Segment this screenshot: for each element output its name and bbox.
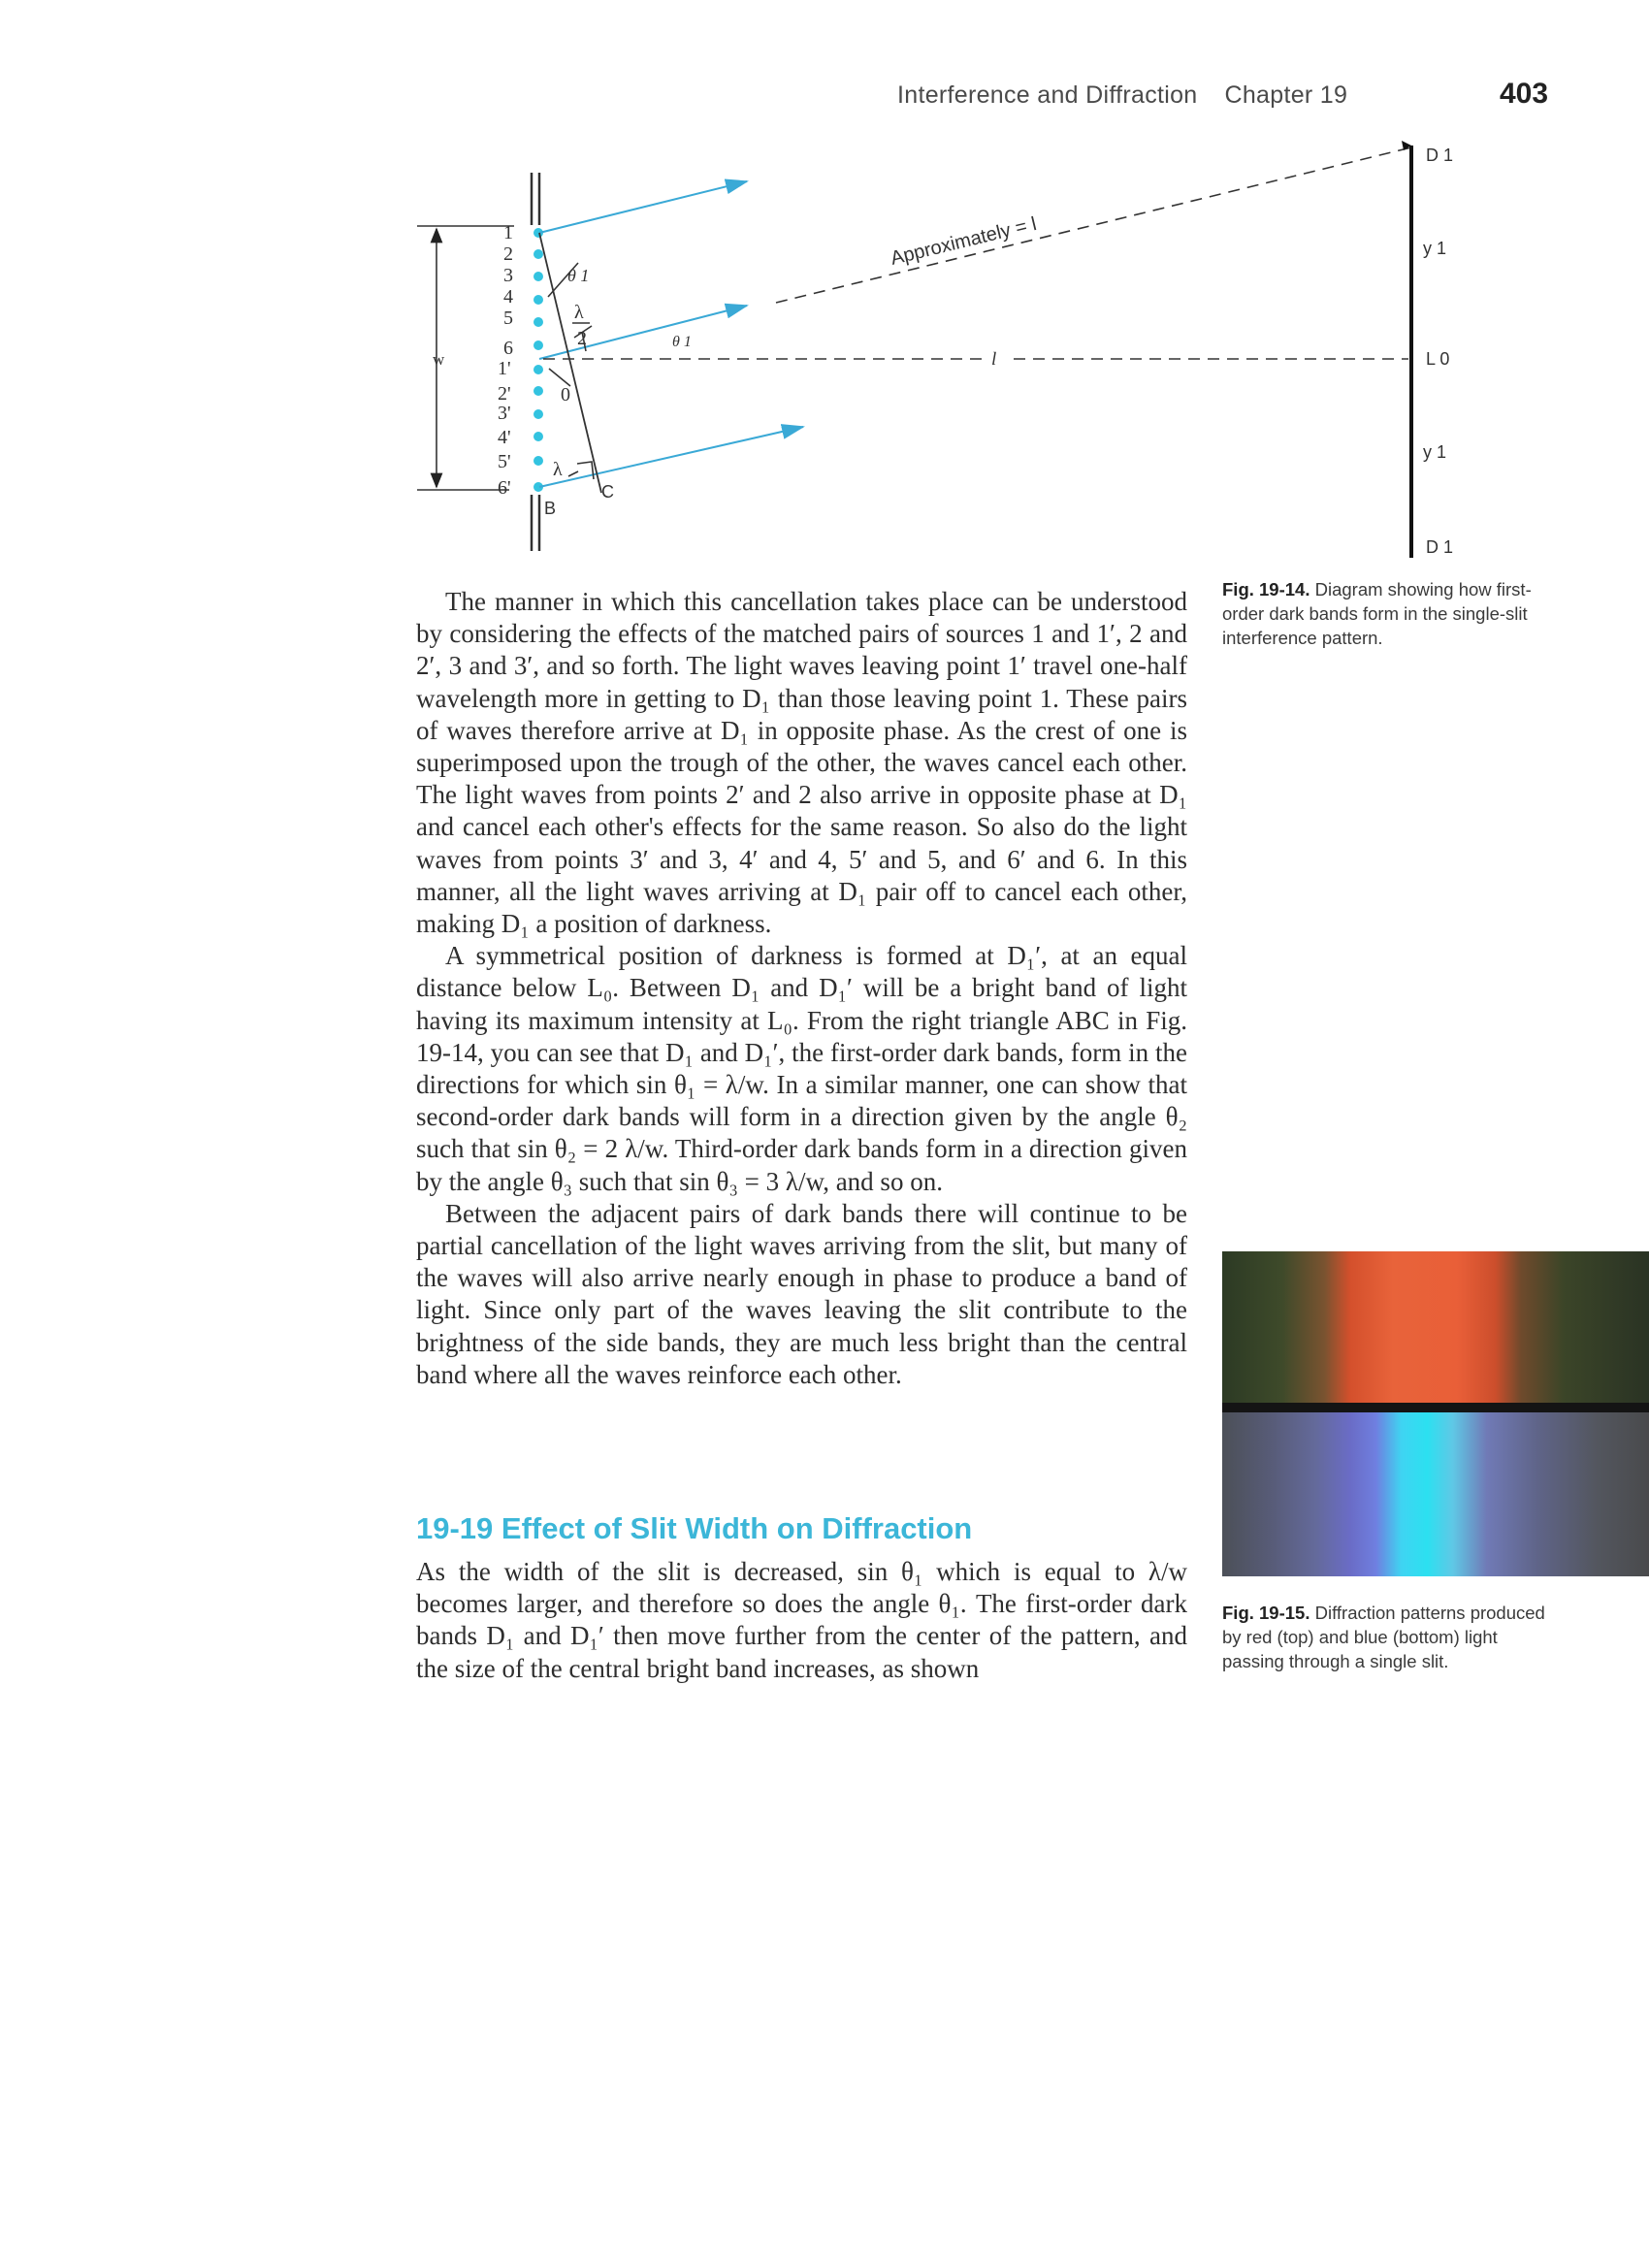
figure-19-14-caption: [1222, 577, 1552, 650]
running-title: Interference and Diffraction: [897, 81, 1198, 109]
source-dot-4: [534, 295, 543, 305]
figure-19-15-caption-text: Diffraction patterns produced by red (top) and blue (bottom) light passing through a single slit.: [1222, 1603, 1545, 1671]
l0-label: L 0: [1426, 349, 1450, 369]
red-diffraction-pattern: [1222, 1251, 1649, 1405]
y1-top-label: y 1: [1423, 239, 1447, 258]
source-dots: [534, 228, 543, 492]
source-label-6: 6: [503, 338, 513, 359]
point-c-label: C: [601, 482, 614, 502]
blue-diffraction-pattern: [1222, 1412, 1649, 1576]
source-dot-5: [534, 317, 543, 327]
source-dot-1p: [534, 365, 543, 374]
single-slit-diagram: [0, 0, 1649, 582]
paragraph-cancellation: The manner in which this cancellation takes place can be understood by considering the effects of the matched pairs of sources 1 and 1′, 2 and 2′, 3 and 3′, and so forth. The light waves leaving point 1′ travel one-half wavelength more in getting to D₁ than those leaving point 1. These pairs of waves therefore arrive at D₁ in opposite phase. As the crest of one is superimposed upon the trough of the other, the waves cancel each other. The light waves from points 2′ and 2 also arrive in opposite phase at D₁ and cancel each other's effects for the same reason. So also do the light waves from points 3′ and 3, 4′ and 4, 5′ and 5, and 6′ and 6. In this manner, all the light waves arriving at D₁ pair off to cancel each other, making D₁ a position of darkness.: [416, 587, 1187, 939]
ray-middle: [539, 306, 747, 359]
half-lambda-numerator: λ: [574, 302, 584, 323]
paragraph-side-bands: Between the adjacent pairs of dark bands there will continue to be partial cancellation of the light waves arriving from the slit, but many of the waves will also arrive nearly enough in phase to produce a band of light. Since only part of the waves leaving the slit contribute to the brightness of the side bands, they are much less bright than the central band where all the waves reinforce each other.: [416, 1198, 1187, 1389]
chapter-label: Chapter 19: [1224, 81, 1348, 109]
l-label: l: [991, 349, 997, 370]
source-label-6p: 6': [498, 477, 511, 499]
figure-19-15-caption: [1222, 1601, 1552, 1673]
source-dot-6: [534, 340, 543, 350]
body-text-lower: [416, 1556, 1187, 1685]
source-label-3p: 3': [498, 403, 511, 424]
ray-bottom: [539, 427, 803, 487]
source-label-1p: 1': [498, 358, 511, 379]
slit-wall-bottom: [532, 495, 539, 551]
source-label-1: 1: [503, 222, 513, 243]
source-label-2: 2: [503, 243, 513, 265]
source-dot-2: [534, 249, 543, 259]
zero-label: 0: [561, 384, 570, 405]
theta1-label: θ 1: [567, 266, 590, 285]
figure-19-15-caption-label: Fig. 19-15.: [1222, 1603, 1310, 1623]
page-number: 403: [1500, 78, 1549, 110]
theta1-mid-label: θ 1: [672, 334, 692, 350]
source-label-3: 3: [503, 265, 513, 286]
ray-top: [539, 181, 747, 233]
d1-bottom-label: D 1: [1426, 537, 1454, 557]
source-dot-4p: [534, 432, 543, 441]
source-dot-3p: [534, 409, 543, 419]
half-lambda-denominator: 2: [577, 328, 587, 349]
source-label-5: 5: [503, 308, 513, 329]
source-dot-2p: [534, 386, 543, 396]
photo-divider: [1222, 1403, 1649, 1412]
diffraction-photo: [1222, 1251, 1649, 1576]
figure-19-14-caption-text: Diagram showing how first-order dark bands form in the single-slit interference pattern.: [1222, 579, 1532, 648]
source-dot-5p: [534, 456, 543, 466]
paragraph-slit-width: As the width of the slit is decreased, sin θ₁ which is equal to λ/w becomes larger, and therefore so does the angle θ₁. The first-order dark bands D₁ and D₁′ then move further from the center of the pattern, and the size of the central bright band increases, as shown: [416, 1557, 1187, 1683]
source-label-2p: 2': [498, 383, 511, 405]
source-dot-3: [534, 272, 543, 281]
source-label-5p: 5': [498, 451, 511, 472]
body-text-upper: [416, 586, 1187, 1391]
point-b-label: B: [544, 499, 557, 518]
slit-wall-top: [532, 173, 539, 225]
source-label-4p: 4': [498, 427, 511, 448]
figure-19-14-caption-label: Fig. 19-14.: [1222, 579, 1310, 599]
approximately-label: Approximately = l: [888, 213, 1039, 270]
paragraph-symmetrical-darkness: A symmetrical position of darkness is formed at D₁′, at an equal distance below L₀. Between D₁ and D₁′ will be a bright band of light having its maximum intensity at L₀. From the right triangle ABC in Fig. 19-14, you can see that D₁ and D₁′, the first-order dark bands, form in the directions for which sin θ₁ = λ/w. In a similar manner, one can show that second-order dark bands will form in a direction given by the angle θ₂ such that sin θ₂ = 2 λ/w. Third-order dark bands form in a direction given by the angle θ₃ such that sin θ₃ = 3 λ/w, and so on.: [416, 941, 1187, 1196]
width-label: w: [433, 350, 445, 369]
y1-bottom-label: y 1: [1423, 442, 1447, 462]
d1-top-label: D 1: [1426, 146, 1454, 165]
section-heading: 19-19 Effect of Slit Width on Diffraction: [416, 1511, 973, 1545]
dashed-line-to-d1: [776, 147, 1411, 303]
source-label-4: 4: [503, 286, 513, 308]
lambda-label: λ: [553, 459, 563, 480]
